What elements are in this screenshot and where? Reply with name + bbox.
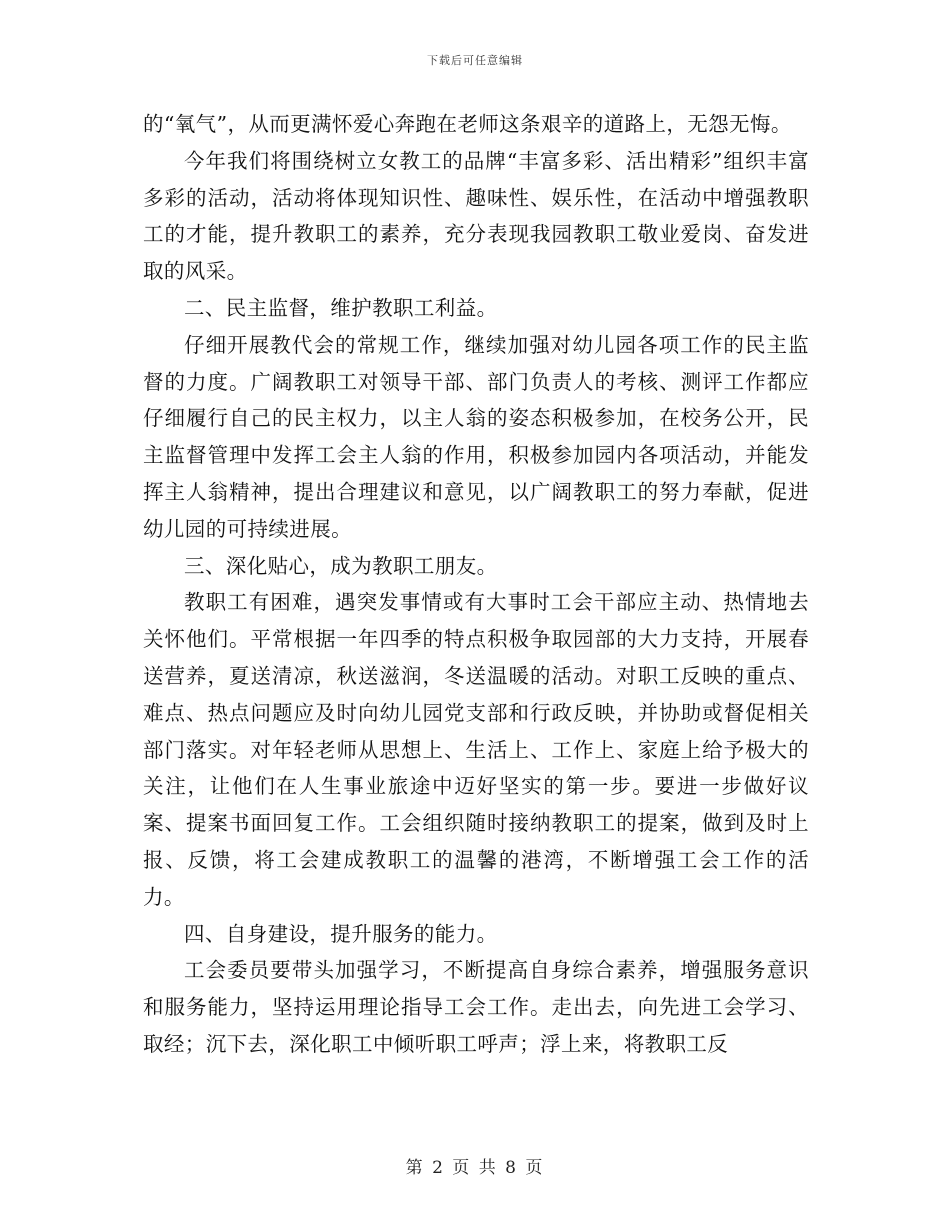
page-footer: 第 2 页 共 8 页 — [405, 1158, 545, 1178]
paragraph-3: 仔细开展教代会的常规工作，继续加强对幼儿园各项工作的民主监督的力度。广阔教职工对领导干部、部门负责人的考核、测评工作都应仔细履行自己的民主权力，以主人翁的姿态积极参加，在校务公开，民主监督管理中发挥工会主人翁的作用，积极参加园内各项活动，并能发挥主人翁精神，提出合理建议和意见，以广阔教职工的努力奉献，促进幼儿园的可持续进展。 — [143, 332, 809, 541]
section-heading-3: 三、深化贴心，成为教职工朋友。 — [184, 553, 498, 578]
section-heading-4: 四、自身建设，提升服务的能力。 — [184, 921, 498, 946]
paragraph-1: 的“氧气”，从而更满怀爱心奔跑在老师这条艰辛的道路上，无怨无悔。 — [143, 112, 792, 136]
page-header: 下载后可任意编辑 — [427, 54, 523, 67]
paragraph-5: 工会委员要带头加强学习，不断提高自身综合素养，增强服务意识和服务能力，坚持运用理论指导工会工作。走出去，向先进工会学习、取经；沉下去，深化职工中倾听职工呼声；浮上来，将教职工反 — [143, 958, 809, 1056]
section-heading-2: 二、民主监督，维护教职工利益。 — [184, 295, 498, 320]
document-body — [143, 106, 809, 1063]
paragraph-4: 教职工有困难，遇突发事情或有大事时工会干部应主动、热情地去关怀他们。平常根据一年四季的特点积极争取园部的大力支持，开展春送营养，夏送清凉，秋送滋润，冬送温暖的活动。对职工反映的重点、难点、热点问题应及时向幼儿园党支部和行政反映，并协助或督促相关部门落实。对年轻老师从思想上、生活上、工作上、家庭上给予极大的关注，让他们在人生事业旅途中迈好坚实的第一步。要进一步做好议案、提案书面回复工作。工会组织随时接纳教职工的提案，做到及时上报、反馈，将工会建成教职工的温馨的港湾，不断增强工会工作的活力。 — [143, 590, 809, 909]
paragraph-2: 今年我们将围绕树立女教工的品牌“丰富多彩、活出精彩”组织丰富多彩的活动，活动将体现知识性、趣味性、娱乐性，在活动中增强教职工的才能，提升教职工的素养，充分表现我园教职工敬业爱岗、奋发进取的风采。 — [143, 148, 809, 284]
